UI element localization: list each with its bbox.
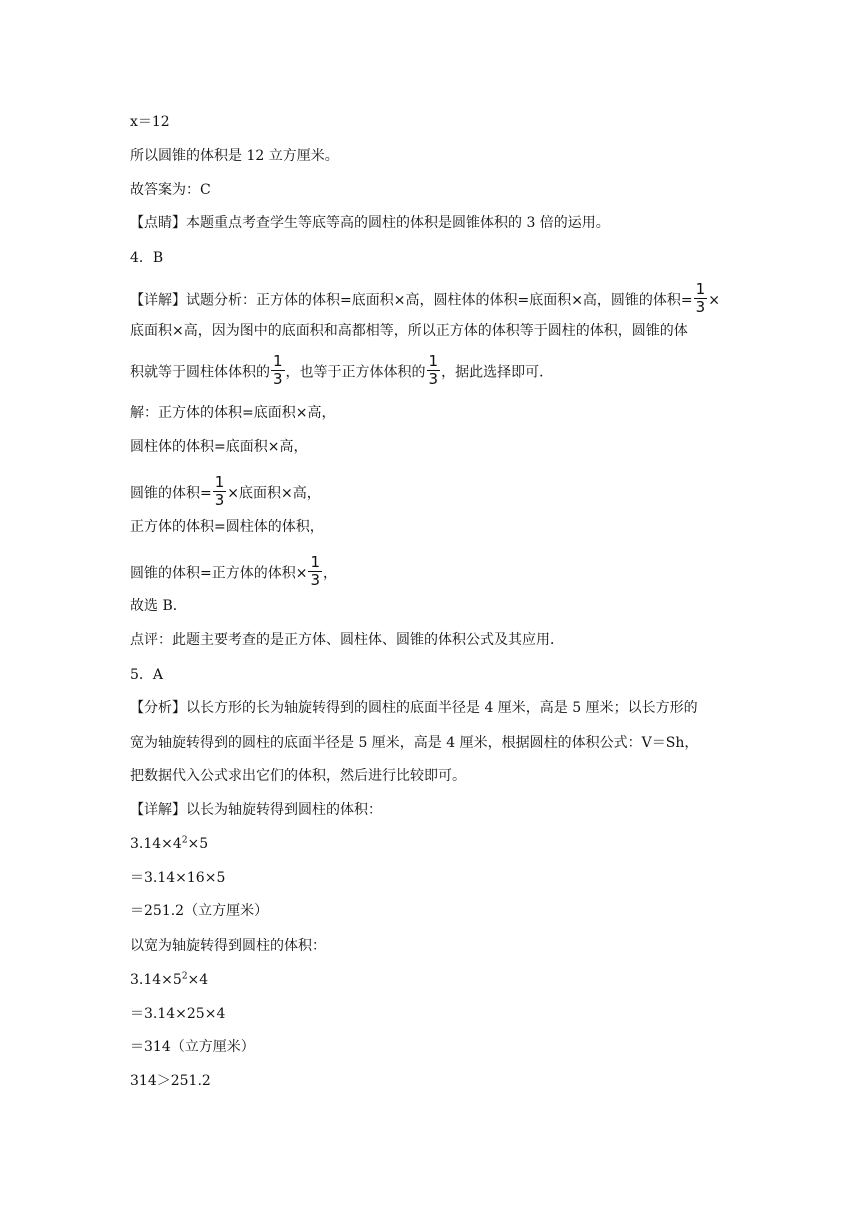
calculation-line: ＝251.2（立方厘米） [130, 903, 269, 919]
fraction-one-third: $\frac{1}{3}$ [273, 352, 283, 388]
comment-line: 点评：此题主要考查的是正方体、圆柱体、圆锥的体积公式及其应用． [130, 632, 564, 648]
fraction-one-third: $\frac{1}{3}$ [428, 352, 439, 388]
answer-choice-line: 故选 B． [130, 598, 187, 614]
analysis-line: 把数据代入公式求出它们的体积，然后进行比较即可。 [130, 768, 466, 784]
detail-line: 以宽为轴旋转得到圆柱的体积： [130, 938, 326, 954]
calculation-line: $3.14\times 4^2\times 5$ [130, 835, 209, 852]
question-number-5: 5．A [130, 667, 164, 683]
analysis-line: 【分析】以长方形的长为轴旋转得到的圆柱的底面半径是 4 厘米，高是 5 厘米；以长方形的 [130, 700, 698, 716]
solution-line: 圆柱体的体积=底面积×高， [130, 439, 308, 455]
calculation-line: ＝314（立方厘米） [130, 1039, 255, 1055]
detail-line: 【详解】以长为轴旋转得到圆柱的体积： [130, 802, 382, 818]
solution-line: 正方体的体积=圆柱体的体积， [130, 519, 324, 535]
explanation-line: 【详解】试题分析：正方体的体积=底面积×高，圆柱体的体积=底面积×高，圆锥的体积= $\frac{1}{3}$ × [130, 280, 720, 316]
fraction-one-third: $\frac{1}{3}$ [310, 553, 321, 589]
comment-line: 【点睛】本题重点考查学生等底等高的圆柱的体积是圆锥体积的 3 倍的运用。 [130, 215, 610, 231]
answer-choice-line: 故答案为：C [130, 182, 211, 198]
explanation-line: 积就等于圆柱体体积的 $\frac{1}{3}$ ，也等于正方体体积的 $\frac{1}{3}$ ，据此选择即可． [130, 352, 554, 388]
explanation-line: 底面积×高，因为图中的底面积和高都相等，所以正方体的体积等于圆柱的体积，圆锥的体 [130, 323, 688, 339]
analysis-line: 宽为轴旋转得到的圆柱的底面半径是 5 厘米，高是 4 厘米，根据圆柱的体积公式：V＝Sh， [130, 735, 699, 751]
calculation-line: ＝3.14×16×5 [130, 870, 226, 886]
calculation-line: $3.14\times 5^2\times 4$ [130, 971, 209, 988]
fraction-one-third: $\frac{1}{3}$ [214, 473, 225, 509]
solution-line: 解：正方体的体积=底面积×高， [130, 405, 336, 421]
comparison-line: 314＞251.2 [130, 1073, 211, 1089]
solution-line: 圆锥的体积=正方体的体积× $\frac{1}{3}$ ， [130, 553, 338, 589]
fraction-one-third: $\frac{1}{3}$ [695, 280, 706, 316]
question-number-4: 4．B [130, 250, 164, 266]
answer-line: 所以圆锥的体积是 12 立方厘米。 [130, 148, 339, 164]
solution-line: 圆锥的体积= $\frac{1}{3}$ ×底面积×高， [130, 473, 321, 509]
equation-line: x＝12 [130, 114, 170, 130]
calculation-line: ＝3.14×25×4 [130, 1006, 226, 1022]
